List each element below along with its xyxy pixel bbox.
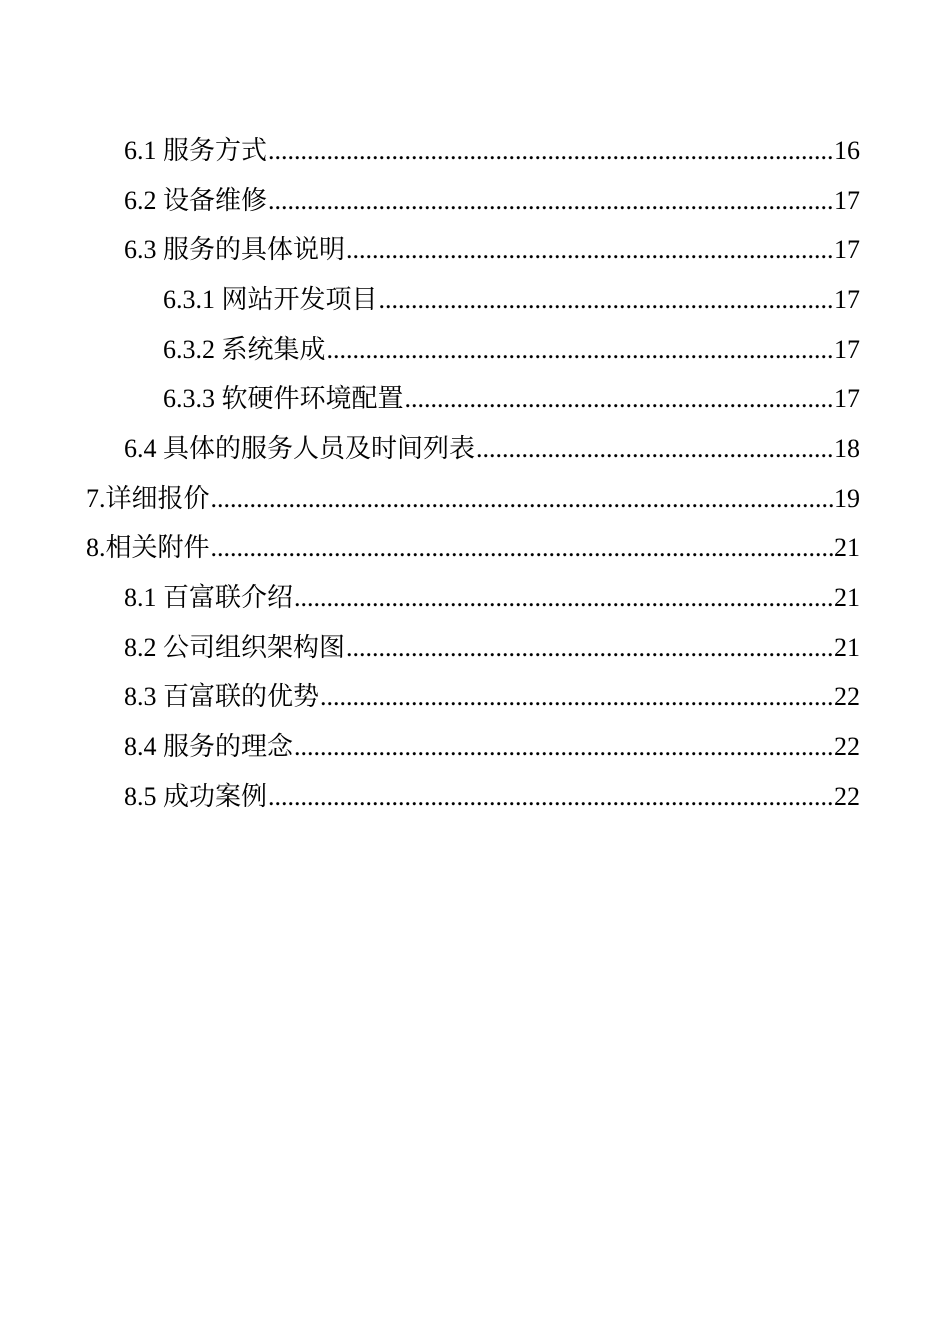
toc-entry-8-4[interactable] — [0, 722, 950, 772]
toc-entry-6-3[interactable] — [0, 225, 950, 275]
toc-entry-6-3-1[interactable] — [0, 275, 950, 325]
toc-dot-leader — [346, 237, 833, 263]
toc-entry-page-number: 17 — [834, 284, 860, 314]
toc-dot-leader — [405, 386, 833, 412]
toc-entry-label: 8.1 百富联介绍 — [124, 583, 294, 613]
toc-entry-8-3[interactable] — [0, 673, 950, 723]
toc-dot-leader — [268, 784, 833, 810]
toc-entry-page-number: 17 — [834, 334, 860, 364]
toc-entry-page-number: 18 — [834, 433, 860, 463]
toc-entry-page-number: 17 — [834, 384, 860, 414]
toc-entry-6-4[interactable] — [0, 424, 950, 474]
toc-entry-6-3-3[interactable] — [0, 374, 950, 424]
toc-entry-label: 6.4 具体的服务人员及时间列表 — [124, 433, 476, 463]
table-of-contents — [0, 126, 950, 822]
toc-entry-label: 8.3 百富联的优势 — [124, 682, 320, 712]
toc-entry-page-number: 16 — [834, 135, 860, 165]
toc-entry-page-number: 22 — [834, 682, 860, 712]
toc-entry-label: 6.3.2 系统集成 — [163, 334, 326, 364]
toc-entry-label: 6.3 服务的具体说明 — [124, 235, 346, 265]
toc-entry-label: 8.2 公司组织架构图 — [124, 632, 346, 662]
toc-entry-label: 7.详细报价 — [86, 483, 210, 513]
toc-entry-label: 6.2 设备维修 — [124, 185, 268, 215]
toc-dot-leader — [346, 635, 833, 661]
toc-entry-page-number: 17 — [834, 235, 860, 265]
toc-entry-page-number: 21 — [834, 632, 860, 662]
toc-entry-label: 6.3.3 软硬件环境配置 — [163, 384, 404, 414]
toc-entry-page-number: 22 — [834, 732, 860, 762]
toc-dot-leader — [476, 436, 833, 462]
toc-dot-leader — [211, 535, 833, 561]
toc-entry-label: 6.3.1 网站开发项目 — [163, 284, 378, 314]
toc-dot-leader — [294, 734, 833, 760]
toc-entry-8-2[interactable] — [0, 623, 950, 673]
toc-entry-label: 8.4 服务的理念 — [124, 732, 294, 762]
toc-dot-leader — [268, 138, 833, 164]
toc-entry-8[interactable] — [0, 524, 950, 574]
toc-entry-page-number: 19 — [834, 483, 860, 513]
toc-dot-leader — [211, 486, 833, 512]
toc-entry-6-3-2[interactable] — [0, 325, 950, 375]
toc-entry-page-number: 21 — [834, 583, 860, 613]
toc-dot-leader — [327, 337, 833, 363]
toc-entry-page-number: 21 — [834, 533, 860, 563]
toc-entry-label: 8.相关附件 — [86, 533, 210, 563]
toc-entry-label: 6.1 服务方式 — [124, 135, 268, 165]
toc-entry-8-5[interactable] — [0, 772, 950, 822]
toc-entry-label: 8.5 成功案例 — [124, 781, 268, 811]
toc-dot-leader — [268, 188, 833, 214]
toc-dot-leader — [379, 287, 833, 313]
toc-entry-7[interactable] — [0, 474, 950, 524]
toc-entry-page-number: 22 — [834, 781, 860, 811]
toc-entry-6-2[interactable] — [0, 176, 950, 226]
toc-entry-8-1[interactable] — [0, 573, 950, 623]
toc-entry-6-1[interactable] — [0, 126, 950, 176]
toc-entry-page-number: 17 — [834, 185, 860, 215]
toc-dot-leader — [320, 684, 833, 710]
toc-dot-leader — [294, 585, 833, 611]
